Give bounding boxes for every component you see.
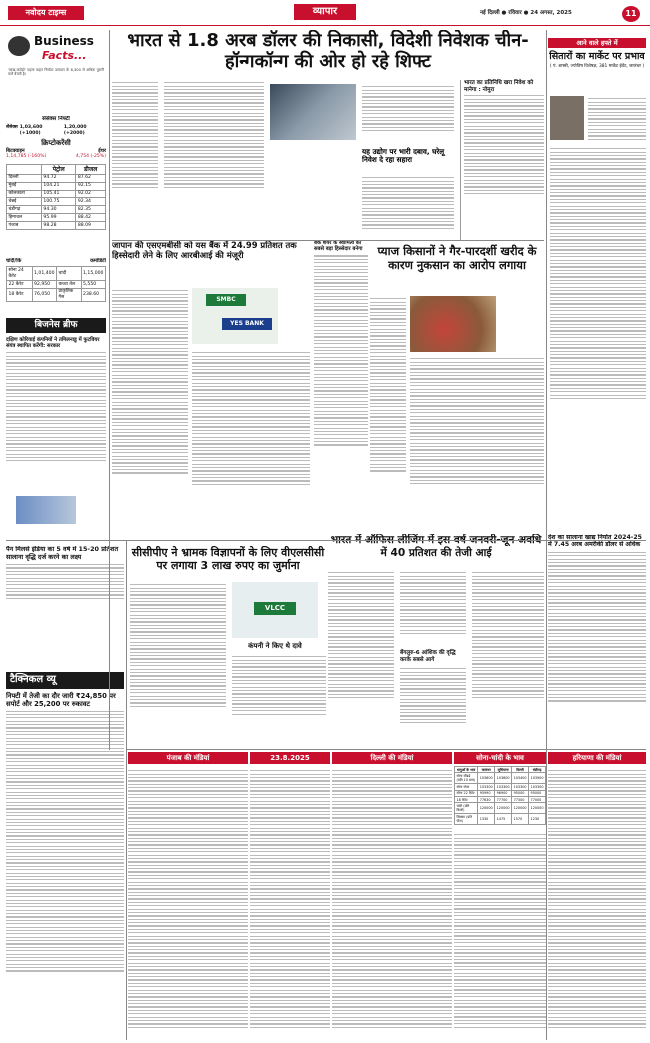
bitcoin-value: 1,14,785 (-160%) (6, 154, 47, 160)
cell: चांदी (57, 267, 82, 281)
table-row (7, 280, 106, 288)
cell: 103300 (496, 784, 510, 789)
business-brief (6, 318, 106, 528)
cell: 103900 (529, 773, 546, 784)
onion-body-1 (370, 296, 406, 474)
vlcc-logo: VLCC (254, 602, 296, 615)
delhi-mandi-list (332, 768, 452, 1038)
facts-title: Business (34, 34, 94, 48)
cell: 120000 (512, 803, 529, 814)
city: मुंबई (7, 182, 42, 190)
fuel-header (7, 165, 42, 175)
stars-title: आने वाले हफ्ते में (548, 38, 646, 48)
city: चेन्नई (7, 198, 42, 206)
lead-side-box (460, 80, 544, 240)
office-body-1 (328, 570, 394, 700)
onion-body-2 (410, 356, 544, 486)
divider (126, 540, 127, 1040)
table-row (7, 190, 106, 198)
cell: 238.60 (81, 288, 105, 302)
stars-photo (550, 96, 584, 140)
side-box-title: भारत का प्रतिनिधि खरा निवेश को मानेगा : नोमुरा (464, 80, 534, 93)
smbc-logo: SMBC (206, 294, 246, 306)
gold-title: सोना-चांदी के भाव (454, 752, 546, 764)
petrol: 100.75 (41, 198, 75, 206)
yesbank-logo: YES BANK (222, 318, 272, 330)
cell: 95000 (512, 790, 529, 796)
diesel: 88.42 (76, 214, 106, 222)
office-headline: भारत में ऑफिस लीजिंग में इस वर्ष जनवरी-जून अवधि में 40 प्रतिशत की तेजी आई (330, 534, 542, 559)
diesel: 92.02 (76, 190, 106, 198)
commodity-title: कमोडिटी (90, 258, 106, 264)
divider (546, 30, 547, 1040)
cell: 77000 (529, 797, 546, 803)
office-body-4 (472, 570, 544, 700)
commodity-box (6, 258, 106, 304)
diesel: 88.09 (76, 222, 106, 230)
market-box (6, 116, 106, 162)
smbc-story (112, 240, 310, 528)
business-facts-box (6, 32, 106, 118)
cell: 18 कैरेट (7, 288, 33, 302)
onion-photo (410, 296, 496, 352)
table-row (7, 174, 106, 182)
dateline: नई दिल्ली ● रविवार ● 24 अगस्त, 2025 (480, 10, 572, 16)
cell: 22 कैरेट (7, 280, 33, 288)
ccpa-body-1 (130, 582, 226, 709)
section-tab: व्यापार (294, 4, 356, 20)
pan-headline: पैन मिलर्स इंडिया का 5 वर्ष में 15-20 प्रतिशत सालाना वृद्धि दर्ज करने का लक्ष्य (6, 546, 119, 561)
divider (109, 30, 110, 750)
tagline-body (314, 255, 368, 445)
fuel-header: डीजल (76, 165, 106, 175)
cell: 120000 (478, 803, 495, 814)
office-subhead: बेंगलुरु-6 आंशिक की वृद्धि करके सबसे आगे (400, 650, 456, 663)
petrol: 104.21 (41, 182, 75, 190)
brain-icon (8, 36, 30, 56)
divider (6, 540, 646, 541)
cell: 76,050 (32, 288, 56, 302)
pan-body (6, 564, 124, 599)
punjab-mandi-list (128, 768, 248, 1038)
smbc-tagline: बैंक शेयर के स्वामित्व को सबसे बड़ा हिस्सेदार बनेगा (314, 240, 363, 253)
commodity-table (6, 266, 106, 302)
table-row (7, 206, 106, 214)
table-row (455, 803, 546, 814)
cell: 18 कैरेट (455, 797, 478, 803)
cell: 5,550 (81, 280, 105, 288)
stars-subtitle: सितारों का मार्केट पर प्रभाव (549, 51, 645, 63)
gold-mandi-list (454, 832, 546, 1038)
table-row (455, 773, 546, 784)
city: कोलकाता (7, 190, 42, 198)
bitcoin-label: बिटक्वाइन (6, 148, 25, 155)
haryana-mandi-title: हरियाणा की मंडियां (548, 752, 646, 764)
technical-view (6, 672, 124, 1042)
header-cell: चंडीगढ़ (529, 767, 546, 773)
cell: प्राकृतिक गैस (57, 288, 82, 302)
cell: 120000 (495, 803, 512, 814)
cell: 1330 (478, 814, 495, 825)
date-mandi-list (250, 768, 330, 1038)
cell: चांदी (प्रति किलो) (455, 803, 478, 814)
table-row (7, 198, 106, 206)
onion-headline: प्याज किसानों ने गैर-पारदर्शी खरीद के कारण नुकसान का आरोप लगाया (377, 244, 537, 272)
cell: 120000 (529, 803, 546, 814)
cell: 103600 (478, 773, 495, 784)
cell: 103300 (513, 784, 527, 789)
fuel-table-box (6, 164, 106, 256)
cell: 1,01,400 (32, 267, 56, 281)
lead-body-4 (362, 175, 454, 231)
nifty-value: 1,20,000 (+2000) (63, 124, 87, 136)
city: दिल्ली (7, 174, 42, 182)
lead-body-1 (112, 80, 158, 190)
stars-body (588, 96, 646, 142)
fuel-header: पेट्रोल (41, 165, 75, 175)
smbc-body-2 (192, 350, 310, 487)
petrol: 94.30 (41, 206, 75, 214)
side-box-body (464, 95, 544, 194)
sensex-label: सेंसेक्स (6, 124, 18, 130)
city: हिमाचल (7, 214, 42, 222)
cell: 77700 (495, 797, 512, 803)
fuel-table (6, 164, 106, 230)
cell: 1570 (512, 814, 529, 825)
header-cell: लुधियाना (495, 767, 512, 773)
header-cell: धातुओं के भाव (455, 767, 478, 773)
cell: सोना जेवर (455, 784, 478, 790)
cell: 77630 (478, 797, 495, 803)
masthead-logo: नवोदय टाइम्स (8, 6, 84, 20)
divider (126, 749, 646, 750)
brief-title: बिजनेस ब्रीफ (6, 318, 106, 333)
ether-label: ईथर (98, 148, 106, 155)
smbc-body-1 (112, 288, 188, 476)
smbc-tagline-col (314, 240, 368, 528)
cell: 92,950 (32, 280, 56, 288)
city: चंडीगढ़ (7, 206, 42, 214)
city: पंजाब (7, 222, 42, 230)
diesel: 92.15 (76, 182, 106, 190)
stars-panel (548, 38, 646, 538)
table-row (7, 214, 106, 222)
technical-headline: निफ्टी में तेजी का दौर जारी ₹24,850 पर सपोर्ट और 25,200 पर रुकावट (6, 691, 116, 708)
onion-story (370, 244, 544, 528)
stars-body-2 (550, 146, 646, 401)
lead-story (112, 30, 544, 240)
sugar-headline: देश का सालाना खाद्य निर्यात 2024-25 में 7.45 अरब अमरीकी डॉलर से अधिक (548, 534, 642, 549)
sugar-story (548, 534, 646, 746)
silver-title: चांदी/कि (6, 258, 22, 264)
diesel: 82.35 (76, 206, 106, 214)
petrol: 98.28 (41, 222, 75, 230)
header-cell: दिल्ली (512, 767, 529, 773)
ccpa-subhead: कंपनी ने किए थे दावे (248, 642, 302, 650)
table-row (7, 222, 106, 230)
lead-body-3 (362, 84, 454, 133)
smbc-logos (192, 288, 278, 344)
petrol: 105.41 (41, 190, 75, 198)
haryana-mandi-list (548, 768, 646, 1038)
technical-body (6, 711, 124, 972)
cell: 95000 (529, 790, 546, 796)
cell: 103300 (530, 784, 544, 789)
cell: कच्चा तेल (57, 280, 82, 288)
table-row (455, 814, 546, 825)
pens-photo (16, 496, 76, 524)
masthead (0, 0, 650, 26)
table-row (7, 267, 106, 281)
smbc-headline: जापान की एसएमबीसी को यस बैंक में 24.99 प्रतिशत तक हिस्सेदारी लेने के लिए आरबीआई की मंजूरी (112, 240, 297, 260)
crypto-heading: क्रिप्टोकरेंसी (41, 139, 71, 148)
bullion-box (454, 766, 546, 826)
lead-body-2 (164, 80, 264, 190)
cell: 96900 (495, 790, 512, 796)
divider (112, 240, 544, 241)
punjab-mandi-title: पंजाब की मंडियां (128, 752, 248, 764)
vlcc-logo-box (232, 582, 318, 638)
lead-headline: भारत से 1.8 अरब डॉलर की निकासी, विदेशी निवेशक चीन-हॉन्गकॉन्ग की ओर हो रहे शिफ्ट (127, 30, 529, 72)
cell: 103400 (512, 773, 529, 784)
bullion-table (454, 766, 546, 825)
cell: सोना 24 कैरेट (7, 267, 33, 281)
brief-body (6, 352, 106, 461)
lead-photo (270, 84, 356, 140)
cell: सोना 22 कैरेट (455, 790, 478, 796)
table-row (7, 288, 106, 302)
cell: 1,15,000 (81, 267, 105, 281)
facts-text: 'लाख-करोड़ों' पहला वाहन निर्माता उत्पादन के 6,300 से अधिक पुरानी कारें बेचती है। (8, 68, 104, 77)
lead-quote: यह उद्योग पर भारी दबाव, घरेलू निवेश दे रहा सहारा (362, 147, 445, 164)
brief-headline: दक्षिण कोरियाई कंपनियों ने तमिलनाडु में फुटवियर संयंत्र स्थापित करेंगी: सरकार (6, 337, 100, 350)
cell: 103600 (495, 773, 512, 784)
delhi-mandi-title: दिल्ली की मंडियां (332, 752, 452, 764)
cell: सोना स्टैंडर्ड (प्रति 10 ग्राम) (455, 773, 478, 784)
facts-title2: Facts... (42, 49, 87, 62)
diesel: 92.34 (76, 198, 106, 206)
petrol: 95.99 (41, 214, 75, 222)
technical-title: टैक्निकल व्यू (6, 672, 124, 689)
cell: सिक्का (प्रति पीस) (455, 814, 478, 825)
table-row (7, 182, 106, 190)
sugar-body (548, 552, 646, 702)
pan-story (6, 546, 124, 616)
header-cell: जालंधर (478, 767, 495, 773)
cell: 95990 (478, 790, 495, 796)
cell: 77300 (512, 797, 529, 803)
ccpa-story (130, 546, 326, 746)
petrol: 94.72 (41, 174, 75, 182)
office-body-3 (400, 666, 466, 726)
stars-byline: ( पं. शास्त्री, ज्योतिष विशेषज्ञ, 381 मार्केट ईवेंट, जालंधर ) (549, 64, 645, 70)
ccpa-headline: सीसीपीए ने भ्रामक विज्ञापनों के लिए वीएलसीसी पर लगाया 3 लाख रुपए का जुर्माना (131, 546, 325, 572)
cell: 1230 (529, 814, 546, 825)
office-story (328, 534, 544, 746)
diesel: 87.62 (76, 174, 106, 182)
cell: 103300 (479, 784, 493, 789)
ccpa-body-2 (232, 654, 326, 717)
page-number: 11 (622, 6, 640, 22)
cell: 1475 (495, 814, 512, 825)
sensex-value: 1,03,600 (+1000) (19, 124, 43, 136)
market-heading: सेंसेक्स निफ्टी (42, 116, 70, 122)
mandi-date: 23.8.2025 (250, 752, 330, 764)
ether-value: 4,754 (-25%) (75, 154, 106, 160)
office-body-2 (400, 570, 466, 636)
